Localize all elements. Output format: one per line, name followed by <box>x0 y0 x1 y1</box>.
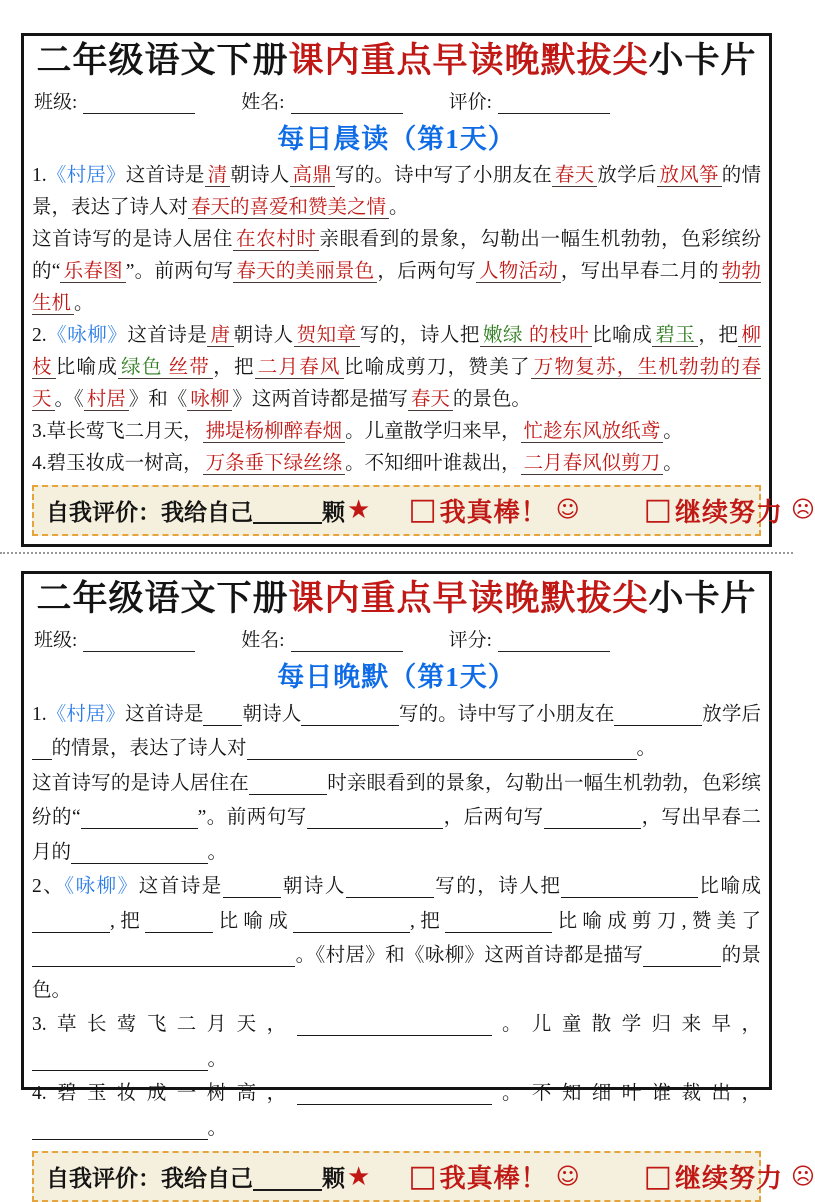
blank-line <box>307 807 444 829</box>
text-run: 朝诗人 <box>281 876 346 898</box>
text-run: 这首诗是 <box>125 164 205 186</box>
answer-red: 勃勃生机 <box>32 260 761 314</box>
text-run: 这首诗是 <box>127 324 208 346</box>
eval-suffix: 颗 <box>322 499 345 525</box>
answer-red: 二月春风似剪刀 <box>521 453 664 475</box>
eval-option-effort <box>644 1158 815 1195</box>
text-run: 这首诗写的是诗人居住 <box>32 228 233 250</box>
eval-option-great-label: 我真棒！ <box>439 1164 548 1194</box>
blank-line <box>247 738 637 760</box>
sad-face-icon: ☹ <box>791 497 815 524</box>
answer-red: 贺知章 <box>294 325 360 347</box>
answer-green: 绿色 <box>118 357 166 379</box>
paragraph <box>32 870 761 1008</box>
paragraph <box>32 320 761 416</box>
fields-row <box>34 625 759 652</box>
text-run: 。 <box>663 420 683 442</box>
text-run: 1. <box>32 164 47 186</box>
class-field-label: 班级: <box>34 91 78 113</box>
self-evaluation-box <box>32 1151 815 1202</box>
eval-suffix: 颗 <box>322 1166 345 1192</box>
text-run: 。儿童散学归来早， <box>345 420 521 442</box>
paragraph <box>32 416 761 448</box>
text-run: 的情景，表达了诗人对 <box>32 164 761 218</box>
text-run: 4.碧玉妆成一树高， <box>32 452 203 474</box>
title-part-red: 课内重点早读晚默拔尖 <box>288 41 649 80</box>
name-field <box>241 625 402 652</box>
class-field-line <box>83 93 195 114</box>
text-run: ，写出早春二月的 <box>560 260 719 282</box>
checkbox-icon: □ <box>643 1158 673 1194</box>
text-run: 。 <box>74 292 94 314</box>
score-field <box>449 625 610 652</box>
title-part-left: 二年级语文下册 <box>36 579 289 618</box>
text-run: 。 <box>389 196 409 218</box>
text-run: 这首诗是 <box>138 876 223 898</box>
paragraph <box>32 1008 761 1077</box>
text-run: 。 <box>207 841 228 863</box>
text-run: 的景色。 <box>452 388 531 410</box>
class-field-line <box>83 631 195 652</box>
answer-green: 嫩绿 <box>480 325 526 347</box>
text-run: 2. <box>32 324 47 346</box>
eval-blank-line <box>253 496 322 524</box>
paragraph <box>32 160 761 224</box>
name-field <box>241 87 402 114</box>
text-run: 。 <box>663 452 683 474</box>
poem-title: 《村居》 <box>46 164 126 186</box>
eval-option-great <box>408 1158 579 1195</box>
text-run: ,把 <box>410 910 446 932</box>
text-run: 比喻成剪刀，赞美了 <box>343 356 531 378</box>
eval-label: 自我评价：我给自己 <box>46 1166 253 1192</box>
text-run: 朝诗人 <box>233 324 294 346</box>
blank-line <box>203 704 242 726</box>
text-run: 放学后 <box>702 703 761 725</box>
answer-red: 放风筝 <box>657 165 722 187</box>
text-run: 写的。诗中写了小朋友在 <box>334 164 552 186</box>
text-run: 4.碧玉妆成一树高， <box>32 1083 297 1105</box>
text-run: 。不知细叶谁裁出， <box>345 452 521 474</box>
answer-red: 乐春图 <box>60 261 125 283</box>
text-run: 这首诗写的是诗人居住在 <box>32 772 249 794</box>
text-run: 3.草长莺飞二月天， <box>32 420 203 442</box>
text-run: 》和《 <box>128 388 188 410</box>
paragraph <box>32 1077 761 1146</box>
text-run: 的景色。 <box>32 945 761 1001</box>
text-run: ，写出早春二月的 <box>32 807 761 863</box>
answer-red: 咏柳 <box>187 389 232 411</box>
blank-line <box>32 911 110 933</box>
text-run: 这首诗是 <box>125 703 204 725</box>
poem-title: 《咏柳》 <box>64 876 139 898</box>
answer-red: 清 <box>205 165 231 187</box>
smiley-face-icon: ☺ <box>555 497 580 524</box>
answer-red: 高鼎 <box>290 165 335 187</box>
daily-morning-heading: 每日晨读（第1天） <box>277 123 516 154</box>
text-run: 比喻成 <box>592 324 653 346</box>
answer-red: 丝带 <box>166 357 214 379</box>
score-field <box>449 87 610 114</box>
fields-row <box>34 87 759 114</box>
text-run: ”。前两句写 <box>197 807 307 829</box>
answer-red: 春天的美丽景色 <box>233 261 377 283</box>
sad-face-icon: ☹ <box>791 1163 815 1190</box>
text-run: 写的，诗人把 <box>433 876 562 898</box>
blank-line <box>614 704 702 726</box>
checkbox-icon: □ <box>643 492 673 528</box>
checkbox-icon: □ <box>408 1158 437 1194</box>
blank-line <box>293 911 410 933</box>
score-field-line <box>498 93 610 114</box>
card-body <box>32 160 761 480</box>
name-field-label: 姓名: <box>241 629 285 651</box>
smiley-face-icon: ☺ <box>555 1163 580 1190</box>
blank-line <box>297 1014 492 1036</box>
text-run: 比喻成剪刀,赞美了 <box>552 910 761 932</box>
score-field-line <box>498 631 610 652</box>
evening-dictation-card <box>21 571 815 1194</box>
class-field-label: 班级: <box>34 629 78 651</box>
blank-line <box>32 1118 208 1140</box>
eval-option-great <box>408 492 579 529</box>
text-run: 。《村居》和《咏柳》这两首诗都是描写 <box>295 945 644 967</box>
text-run: ,把 <box>110 910 146 932</box>
class-field <box>34 87 195 114</box>
self-evaluation-box <box>32 485 815 536</box>
poem-title: 《村居》 <box>46 703 126 725</box>
answer-red: 二月春风 <box>255 357 344 379</box>
answer-red: 村居 <box>84 389 129 411</box>
blank-line <box>346 876 434 898</box>
blank-line <box>71 842 208 864</box>
blank-line <box>301 704 399 726</box>
text-run: 。 <box>207 1048 228 1070</box>
blank-line <box>32 1049 208 1071</box>
checkbox-icon: □ <box>408 492 437 528</box>
star-icon: ★ <box>347 1161 371 1192</box>
answer-green: 碧玉 <box>652 325 698 347</box>
paragraph <box>32 767 761 871</box>
name-field-line <box>291 93 403 114</box>
answer-red: 在农村时 <box>233 229 319 251</box>
blank-line <box>249 773 327 795</box>
paragraph <box>32 224 761 320</box>
text-run: 朝诗人 <box>230 164 290 186</box>
text-run: 比喻成 <box>697 876 761 898</box>
paragraph <box>32 448 761 480</box>
answer-red: 的枝叶 <box>526 325 592 347</box>
text-run: 写的。诗中写了小朋友在 <box>398 703 615 725</box>
answer-red: 柳枝 <box>32 324 761 378</box>
text-run: ，后两句写 <box>377 260 477 282</box>
answer-red: 唐 <box>207 325 233 347</box>
answer-red: 人物活动 <box>476 261 561 283</box>
text-run: 比喻成 <box>213 910 294 932</box>
text-run: 2、 <box>32 876 65 898</box>
class-field <box>34 625 195 652</box>
blank-line <box>145 911 213 933</box>
title-part-left: 二年级语文下册 <box>36 41 289 80</box>
text-run: 亲眼看到的景象，勾勒出一幅生机勃勃，色彩缤纷的“ <box>32 228 761 282</box>
text-run: 的情景，表达了诗人对 <box>51 738 247 760</box>
card-body <box>32 698 761 1147</box>
eval-option-great-label: 我真棒！ <box>439 497 548 527</box>
title-part-right: 小卡片 <box>648 579 757 618</box>
daily-evening-heading: 每日晚默（第1天） <box>277 661 516 692</box>
text-run: 1. <box>32 703 47 725</box>
answer-red: 万条垂下绿丝绦 <box>203 453 346 475</box>
eval-option-effort <box>644 492 815 529</box>
score-field-label: 评价: <box>448 91 492 113</box>
paragraph <box>32 698 761 767</box>
text-run: ”。前两句写 <box>125 260 234 282</box>
text-run: ，把 <box>698 324 739 346</box>
title-part-right: 小卡片 <box>648 41 757 80</box>
blank-line <box>445 911 552 933</box>
answer-red: 忙趁东风放纸鸢 <box>521 421 664 443</box>
text-run: 》这两首诗都是描写 <box>232 388 408 410</box>
card-title <box>32 40 761 83</box>
name-field-label: 姓名: <box>241 91 285 113</box>
eval-label: 自我评价：我给自己 <box>46 499 253 525</box>
text-run: 朝诗人 <box>242 703 302 725</box>
card-title <box>32 578 761 621</box>
text-run: 。 <box>636 738 657 760</box>
answer-red: 春天的喜爱和赞美之情 <box>188 197 389 219</box>
blank-line <box>297 1083 492 1105</box>
eval-option-effort-label: 继续努力 <box>675 1164 784 1194</box>
answer-red: 拂堤杨柳醉春烟 <box>203 421 346 443</box>
text-run: 。 <box>207 1117 228 1139</box>
text-run: ，把 <box>213 356 255 378</box>
text-run: 3.草长莺飞二月天， <box>32 1014 297 1036</box>
text-run: 。儿童散学归来早， <box>491 1014 761 1036</box>
text-run: 放学后 <box>597 164 657 186</box>
blank-line <box>32 945 295 967</box>
answer-red: 春天 <box>408 389 453 411</box>
blank-line <box>32 738 52 760</box>
title-part-red: 课内重点早读晚默拔尖 <box>288 579 649 618</box>
eval-blank-line <box>253 1163 322 1191</box>
name-field-line <box>291 631 403 652</box>
answer-red: 万物复苏，生机勃勃的春天 <box>32 356 761 410</box>
answer-red: 春天 <box>552 165 597 187</box>
blank-line <box>561 876 698 898</box>
poem-title: 《咏柳》 <box>46 324 128 346</box>
eval-option-effort-label: 继续努力 <box>675 497 784 527</box>
blank-line <box>544 807 642 829</box>
text-run: 时亲眼看到的景象，勾勒出一幅生机勃勃，色彩缤纷的 <box>32 772 761 829</box>
text-run: 。《 <box>54 388 84 410</box>
cut-line <box>0 552 793 554</box>
blank-line <box>81 807 198 829</box>
text-run: 比喻成 <box>55 356 119 378</box>
score-field-label: 评分: <box>448 629 492 651</box>
morning-reading-card <box>21 33 815 547</box>
text-run: 。不知细叶谁裁出， <box>491 1083 761 1105</box>
blank-line <box>643 945 721 967</box>
text-run: ，后两句写 <box>443 807 544 829</box>
text-run: 写的，诗人把 <box>359 324 480 346</box>
blank-line <box>223 876 282 898</box>
star-icon: ★ <box>347 495 371 526</box>
text-run: “ <box>71 807 81 829</box>
